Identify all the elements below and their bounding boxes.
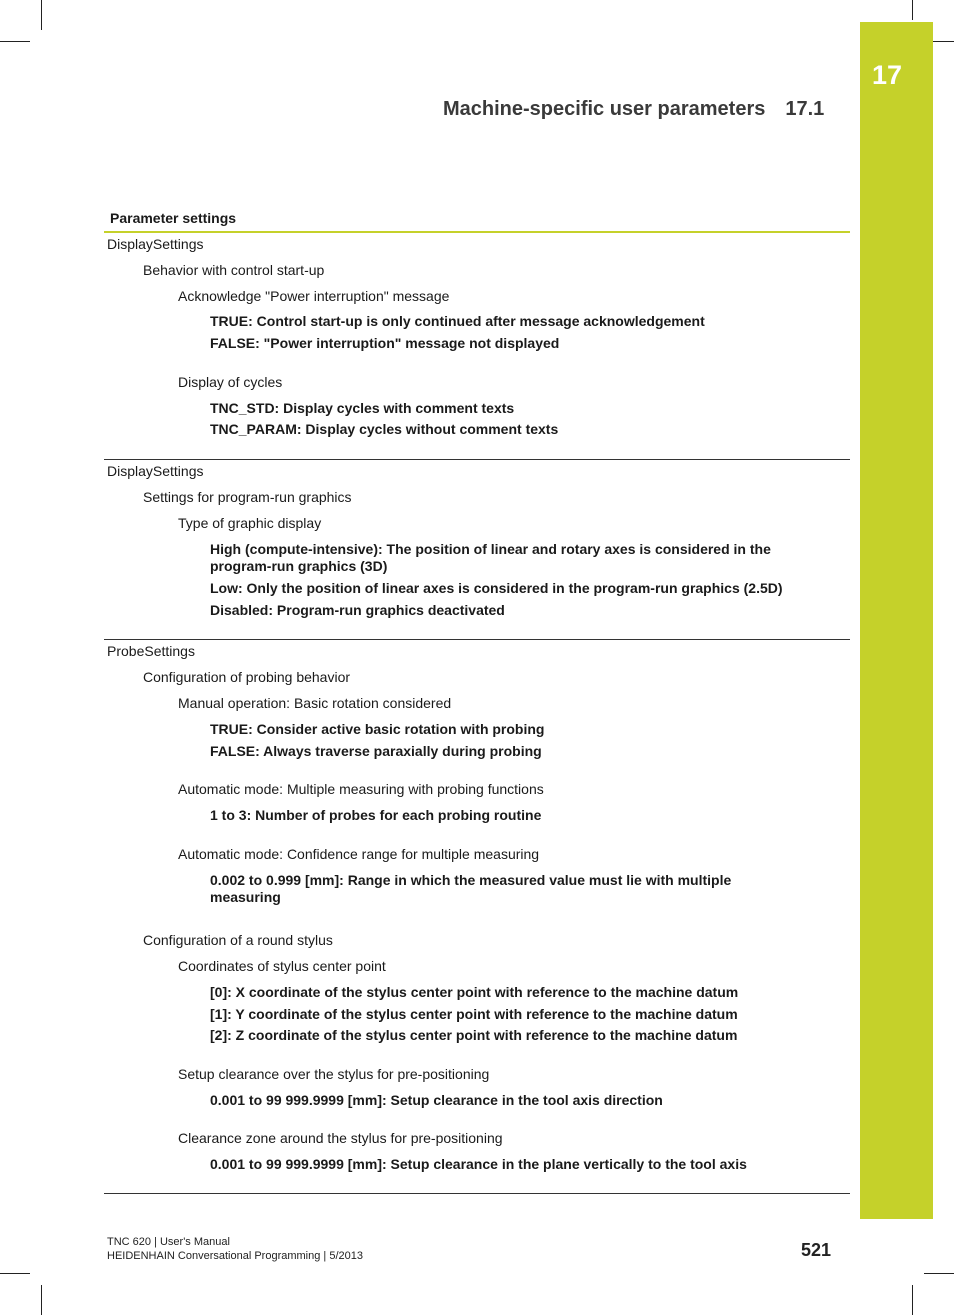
param-value: [2]: Z coordinate of the stylus center point with reference to the machine datum <box>210 1027 738 1043</box>
chapter-number: 17 <box>872 60 903 90</box>
param-value: 1 to 3: Number of probes for each probing routine <box>210 807 542 823</box>
param-value: Disabled: Program-run graphics deactivated <box>210 602 505 618</box>
param-name: Acknowledge "Power interruption" message <box>178 288 450 304</box>
page-number: 521 <box>801 1240 832 1260</box>
subgroup-label: Configuration of a round stylus <box>143 932 333 948</box>
param-value: [0]: X coordinate of the stylus center point with reference to the machine datum <box>210 984 739 1000</box>
param-value: 0.001 to 99 999.9999 [mm]: Setup clearance in the plane vertically to the tool axis <box>210 1156 747 1172</box>
table-row-rule <box>104 639 850 640</box>
crop-mark <box>0 1273 30 1274</box>
group-label: ProbeSettings <box>107 643 195 659</box>
crop-mark <box>912 0 913 20</box>
param-name: Automatic mode: Multiple measuring with probing functions <box>178 781 544 797</box>
param-name: Clearance zone around the stylus for pre-positioning <box>178 1130 503 1146</box>
param-value: 0.002 to 0.999 [mm]: Range in which the measured value must lie with multiple measuring <box>210 872 732 905</box>
param-name: Type of graphic display <box>178 515 322 531</box>
subgroup-label: Settings for program-run graphics <box>143 489 352 505</box>
table-heading: Parameter settings <box>110 210 237 226</box>
crop-mark <box>0 41 30 42</box>
table-bottom-rule <box>104 1193 850 1194</box>
footer-manual: TNC 620 | User's Manual <box>107 1236 230 1248</box>
subgroup-label: Behavior with control start-up <box>143 262 325 278</box>
param-name: Setup clearance over the stylus for pre-positioning <box>178 1066 490 1082</box>
page-footer <box>107 1235 363 1263</box>
table-heading-rule <box>104 231 850 233</box>
group-label: DisplaySettings <box>107 236 204 252</box>
footer-publisher: HEIDENHAIN Conversational Programming | 5/2013 <box>107 1250 363 1262</box>
param-name: Manual operation: Basic rotation considered <box>178 695 452 711</box>
param-value: TNC_STD: Display cycles with comment texts <box>210 400 515 416</box>
param-name: Display of cycles <box>178 374 283 390</box>
param-value: [1]: Y coordinate of the stylus center point with reference to the machine datum <box>210 1006 738 1022</box>
chapter-tab <box>860 22 933 1219</box>
page-header <box>443 98 824 121</box>
subgroup-label: Configuration of probing behavior <box>143 669 351 685</box>
header-title: Machine-specific user parameters <box>443 98 766 120</box>
crop-mark <box>924 1273 954 1274</box>
param-name: Automatic mode: Confidence range for multiple measuring <box>178 846 540 862</box>
param-value: High (compute-intensive): The position of linear and rotary axes is considered in the program-run graphics (3D) <box>210 541 771 574</box>
group-label: DisplaySettings <box>107 463 204 479</box>
crop-mark <box>912 1285 913 1315</box>
crop-mark <box>41 1285 42 1315</box>
header-section: 17.1 <box>785 98 825 120</box>
param-value: Low: Only the position of linear axes is considered in the program-run graphics (2.5D) <box>210 580 783 596</box>
param-value: FALSE: "Power interruption" message not displayed <box>210 335 560 351</box>
table-row-rule <box>104 459 850 460</box>
param-value: 0.001 to 99 999.9999 [mm]: Setup clearance in the tool axis direction <box>210 1092 663 1108</box>
param-name: Coordinates of stylus center point <box>178 958 386 974</box>
param-value: TRUE: Consider active basic rotation with probing <box>210 721 545 737</box>
param-value: FALSE: Always traverse paraxially during probing <box>210 743 542 759</box>
crop-mark <box>41 0 42 30</box>
param-value: TNC_PARAM: Display cycles without comment texts <box>210 421 559 437</box>
param-value: TRUE: Control start-up is only continued after message acknowledgement <box>210 313 705 329</box>
